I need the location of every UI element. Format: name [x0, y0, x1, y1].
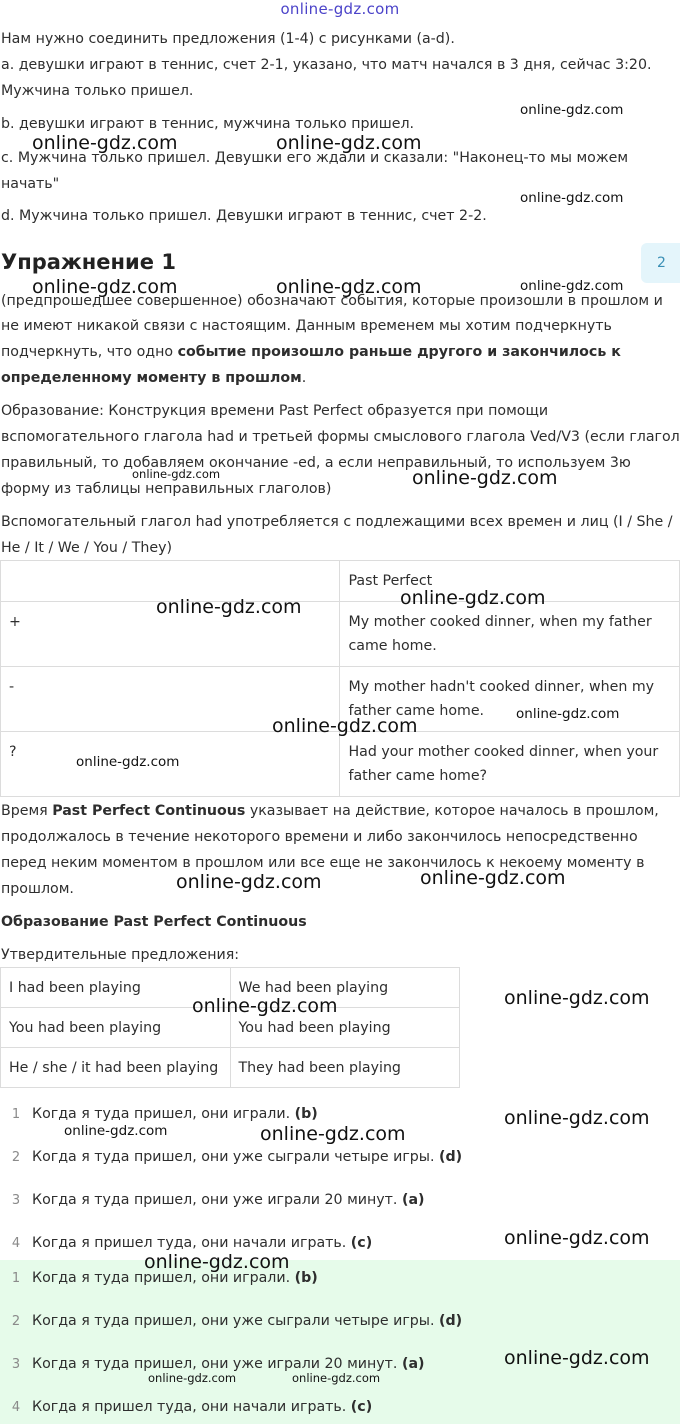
option-a-line-2: Мужчина только пришел. — [1, 83, 194, 99]
answer-item-highlighted — [0, 1313, 462, 1329]
table-cell: You had been playing — [1, 1008, 231, 1048]
answer-letter: (d) — [439, 1149, 463, 1165]
theory-text: . — [301, 370, 307, 386]
watermark: online-gdz.com — [276, 276, 422, 298]
answer-number: 4 — [11, 1400, 21, 1415]
answer-letter: (a) — [401, 1356, 425, 1372]
answer-item — [0, 1192, 425, 1208]
continuous-bold-text: Past Perfect Continuous — [52, 803, 246, 819]
table-cell-sign: - — [1, 667, 340, 732]
watermark: online-gdz.com — [420, 867, 566, 889]
answer-number: 2 — [11, 1150, 21, 1165]
answer-letter: (d) — [439, 1313, 463, 1329]
watermark: online-gdz.com — [156, 596, 302, 618]
table-header-cell: Past Perfect — [340, 561, 680, 602]
answer-letter: (c) — [350, 1235, 373, 1251]
theory-bold-text: событие произошло раньше другого и закончилось к — [177, 344, 621, 360]
formation-line: вспомогательного глагола had и третьей формы смыслового глагола Ved/V3 (если глагол — [1, 429, 680, 445]
theory-line — [1, 365, 306, 391]
watermark: online-gdz.com — [176, 871, 322, 893]
table-cell: He / she / it had been playing — [1, 1048, 231, 1088]
continuous-line — [1, 798, 659, 824]
intro-line: Нам нужно соединить предложения (1-4) с рисунками (a-d). — [1, 31, 455, 47]
continuous-line: прошлом. — [1, 881, 74, 897]
answer-item — [0, 1149, 462, 1165]
affirmative-label: Утвердительные предложения: — [1, 947, 240, 963]
answer-item-highlighted — [0, 1356, 425, 1372]
table-cell-example: Had your mother cooked dinner, when your father came home? — [340, 732, 680, 797]
watermark: online-gdz.com — [520, 278, 624, 294]
answer-number: 3 — [11, 1193, 21, 1208]
watermark: online-gdz.com — [400, 587, 546, 609]
continuous-table — [0, 967, 460, 1088]
theory-line — [1, 339, 621, 365]
watermark: online-gdz.com — [144, 1251, 290, 1273]
watermark: online-gdz.com — [192, 995, 338, 1017]
watermark: online-gdz.com — [64, 1123, 168, 1139]
answer-text: Когда я туда пришел, они уже сыграли четыре игры. — [32, 1313, 440, 1329]
exercise-title: Упражнение 1 — [1, 250, 176, 274]
continuous-line: продолжалось в течение некоторого времени и либо закончилось непосредственно — [1, 829, 638, 845]
watermark: online-gdz.com — [132, 467, 221, 481]
option-c-line: c. Мужчина только пришел. Девушки его ждали и сказали: "Наконец-то мы можем — [1, 150, 629, 166]
watermark: online-gdz.com — [504, 1107, 650, 1129]
formation-line: форму из таблицы неправильных глаголов) — [1, 481, 332, 497]
auxiliary-line: Вспомогательный глагол had употребляется с подлежащими всех времен и лиц (I / She / — [1, 514, 673, 530]
watermark: online-gdz.com — [504, 1227, 650, 1249]
option-b: b. девушки играют в теннис, мужчина только пришел. — [1, 116, 415, 132]
table-cell: They had been playing — [230, 1048, 460, 1088]
answer-number: 1 — [11, 1271, 21, 1286]
answer-letter: (a) — [401, 1192, 425, 1208]
watermark: online-gdz.com — [520, 190, 624, 206]
watermark: online-gdz.com — [292, 1371, 381, 1385]
continuous-line: перед неким моментом в прошлом или все еще не закончилось к некоему моменту в — [1, 855, 645, 871]
watermark: online-gdz.com — [504, 987, 650, 1009]
answer-letter: (b) — [294, 1106, 318, 1122]
watermark: online-gdz.com — [32, 276, 178, 298]
answer-text: Когда я туда пришел, они играли. — [32, 1270, 295, 1286]
watermark: online-gdz.com — [412, 467, 558, 489]
watermark: online-gdz.com — [260, 1123, 406, 1145]
table-cell-sign: ? — [1, 732, 340, 797]
answer-item-highlighted — [0, 1399, 372, 1415]
option-c-line-2: начать" — [1, 176, 60, 192]
table-cell-example: My mother hadn't cooked dinner, when my father came home. — [340, 667, 680, 732]
table-cell-example: My mother cooked dinner, when my father came home. — [340, 602, 680, 667]
table-cell: We had been playing — [230, 968, 460, 1008]
answer-text: Когда я туда пришел, они уже сыграли четыре игры. — [32, 1149, 440, 1165]
watermark: online-gdz.com — [32, 132, 178, 154]
theory-line: не имеют никакой связи с настоящим. Данным временем мы хотим подчеркнуть — [1, 318, 612, 334]
answer-text: Когда я пришел туда, они начали играть. — [32, 1399, 351, 1415]
watermark: online-gdz.com — [276, 132, 422, 154]
table-cell-sign: + — [1, 602, 340, 667]
answer-text: Когда я туда пришел, они играли. — [32, 1106, 295, 1122]
answer-letter: (b) — [294, 1270, 318, 1286]
table-cell: You had been playing — [230, 1008, 460, 1048]
answer-item — [0, 1235, 372, 1251]
continuous-text: Время — [1, 803, 53, 819]
answer-letter: (c) — [350, 1399, 373, 1415]
formation-line: правильный, то добавляем окончание -ed, а если неправильный, то используем 3ю — [1, 455, 631, 471]
watermark: online-gdz.com — [148, 1371, 237, 1385]
answer-number: 3 — [11, 1357, 21, 1372]
watermark: online-gdz.com — [520, 102, 624, 118]
watermark: online-gdz.com — [504, 1347, 650, 1369]
page-badge[interactable]: 2 — [641, 243, 680, 283]
answer-text: Когда я пришел туда, они начали играть. — [32, 1235, 351, 1251]
answer-number: 1 — [11, 1107, 21, 1122]
answer-text: Когда я туда пришел, они уже играли 20 минут. — [32, 1192, 402, 1208]
site-header-mark[interactable]: online-gdz.com — [280, 0, 400, 18]
formation-title: Образование Past Perfect Continuous — [1, 914, 307, 930]
answer-number: 4 — [11, 1236, 21, 1251]
theory-bold-text: определенному моменту в прошлом — [1, 370, 302, 386]
formation-line: Образование: Конструкция времени Past Perfect образуется при помощи — [1, 403, 549, 419]
watermark: online-gdz.com — [516, 706, 620, 722]
continuous-text: указывает на действие, которое началось в прошлом, — [245, 803, 659, 819]
answer-number: 2 — [11, 1314, 21, 1329]
answer-text: Когда я туда пришел, они уже играли 20 минут. — [32, 1356, 402, 1372]
option-d: d. Мужчина только пришел. Девушки играют в теннис, счет 2-2. — [1, 208, 487, 224]
watermark: online-gdz.com — [272, 715, 418, 737]
watermark: online-gdz.com — [76, 754, 180, 770]
theory-text: подчеркнуть, что одно — [1, 344, 178, 360]
theory-line: (предпрошедшее совершенное) обозначают события, которые произошли в прошлом и — [1, 293, 663, 309]
table-cell: I had been playing — [1, 968, 231, 1008]
answer-item — [0, 1106, 318, 1122]
option-a-line: a. девушки играют в теннис, счет 2-1, указано, что матч начался в 3 дня, сейчас 3:20. — [1, 57, 652, 73]
auxiliary-line: He / It / We / You / They) — [1, 540, 173, 556]
